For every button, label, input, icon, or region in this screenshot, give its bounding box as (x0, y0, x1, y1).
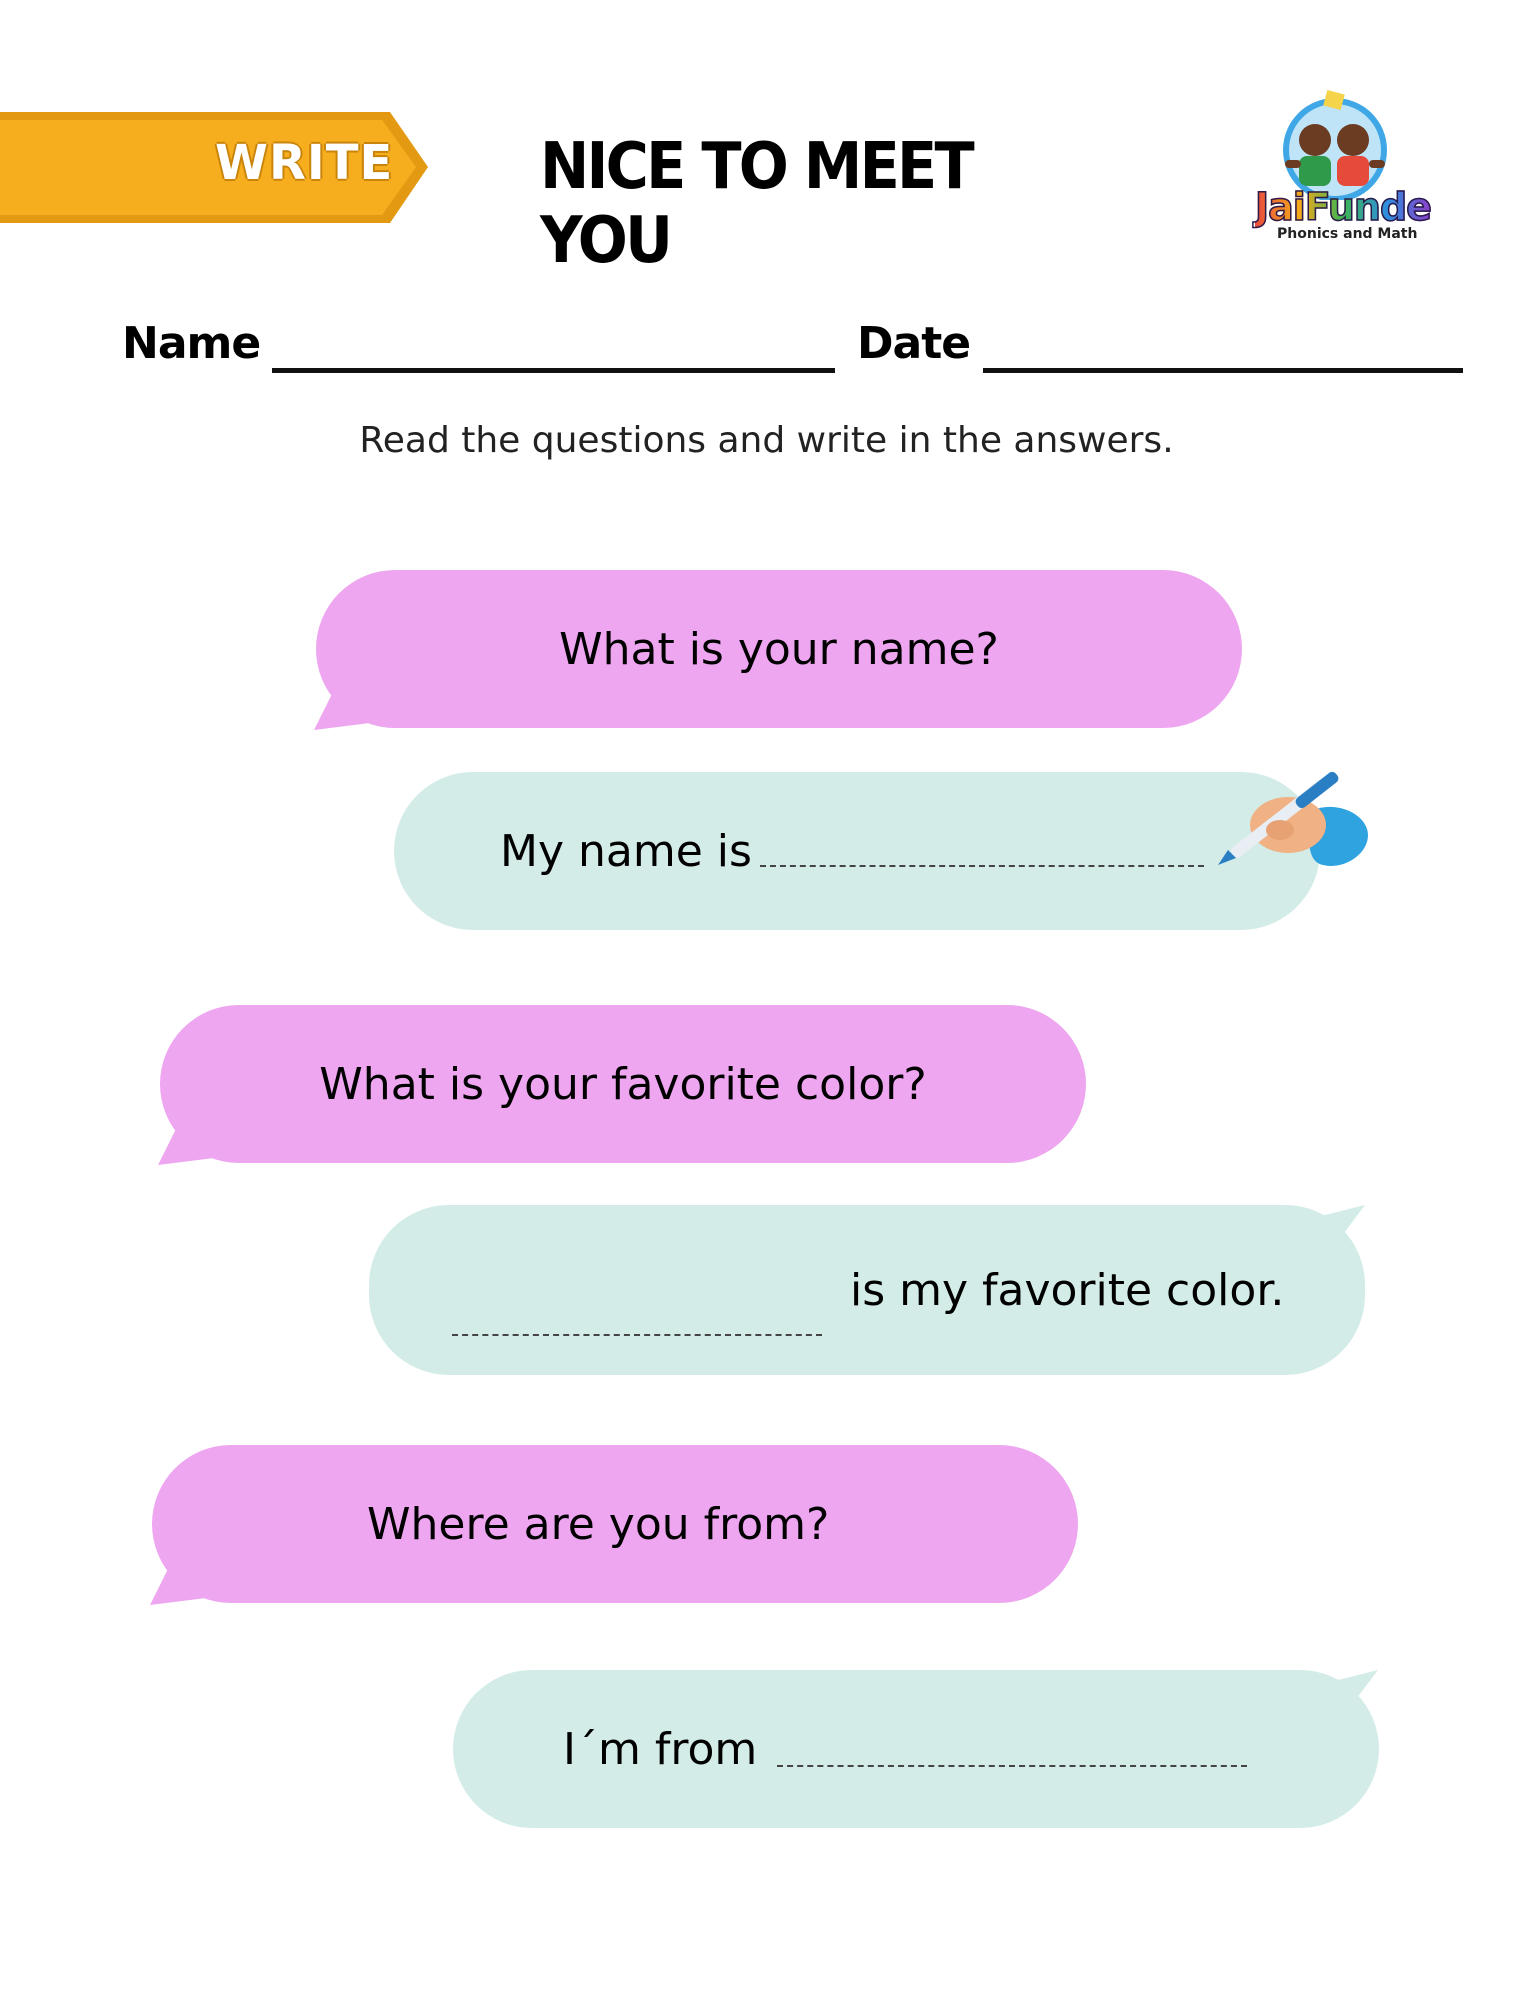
question-text: What is your name? (559, 623, 999, 675)
question-bubble-1 (316, 570, 1242, 728)
question-text: Where are you from? (367, 1498, 830, 1550)
question-text: What is your favorite color? (319, 1058, 927, 1110)
instructions: Read the questions and write in the answers. (359, 420, 1174, 461)
answer-prefix: My name is (500, 825, 752, 877)
answer-blank[interactable] (760, 865, 1204, 867)
answer-suffix: is my favorite color. (850, 1264, 1285, 1316)
answer-prefix: I´m from (563, 1723, 758, 1775)
question-bubble-2 (160, 1005, 1086, 1163)
name-label: Name (122, 318, 261, 369)
logo-tagline: Phonics and Math (1277, 226, 1418, 242)
answer-bubble-1 (394, 772, 1320, 930)
answer-bubble-3 (453, 1670, 1379, 1828)
page-title: NICE TO MEET YOU (540, 130, 972, 278)
answer-bubble-2 (369, 1205, 1365, 1375)
answer-blank[interactable] (777, 1765, 1247, 1767)
logo-wordmark: JaiFunde (1255, 185, 1431, 229)
two-kids-logo-icon (1245, 90, 1425, 200)
answer-blank[interactable] (452, 1334, 822, 1336)
name-line[interactable] (272, 368, 835, 373)
date-label: Date (857, 318, 971, 369)
write-tag-label: WRITE (215, 135, 394, 191)
date-line[interactable] (983, 368, 1463, 373)
question-bubble-3 (152, 1445, 1078, 1603)
hand-writing-pen-icon (1218, 770, 1373, 880)
